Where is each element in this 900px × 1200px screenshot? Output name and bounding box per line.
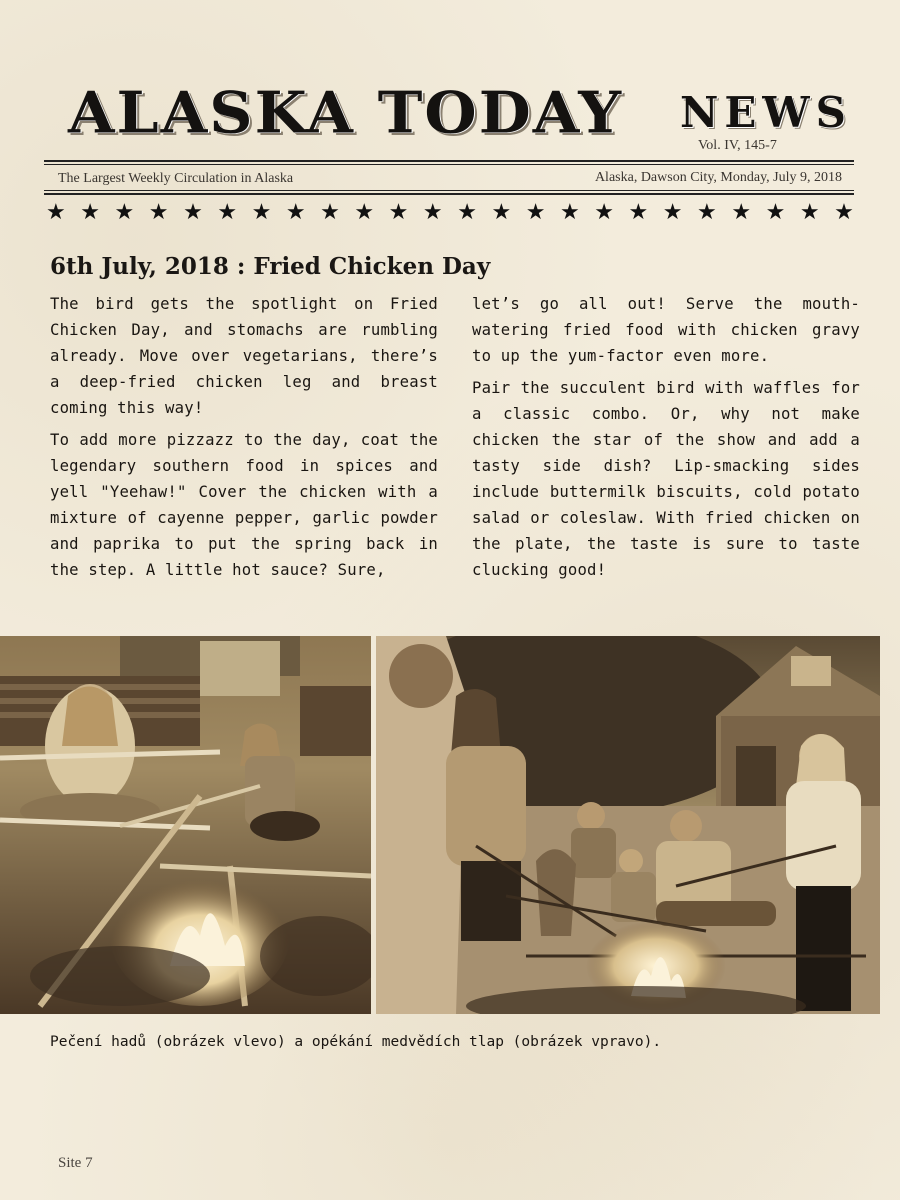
- campfire-photo-right: [376, 636, 880, 1014]
- article-column-left: [50, 291, 438, 589]
- paragraph: The bird gets the spotlight on Fried Chicken Day, and stomachs are rumbling already. Move over vegetarians, there’s a deep-fried chicken leg and breast coming this way!: [50, 295, 438, 417]
- star-icon: ★: [594, 200, 614, 225]
- star-icon: ★: [457, 200, 477, 225]
- group-campfire-photo-icon: [376, 636, 880, 1014]
- star-icon: ★: [491, 200, 512, 225]
- star-icon: ★: [388, 200, 409, 225]
- star-icon: ★: [697, 200, 717, 225]
- masthead-rule-bottom-thick: [44, 193, 854, 195]
- paragraph: To add more pizzazz to the day, coat the legendary southern food in spices and yell "Yeehaw!" Cover the chicken with a mixture of cayenne pepper, garlic powder and paprika to put the spring back in the step. A little hot sauce? Sure,: [50, 431, 438, 579]
- article-column-right: [472, 291, 860, 589]
- star-icon: ★: [114, 200, 135, 225]
- campfire-photo-icon: [0, 636, 371, 1014]
- star-icon: ★: [765, 200, 786, 225]
- campfire-photo-left: [0, 636, 371, 1014]
- volume-label: Vol. IV, 145-7: [698, 138, 777, 153]
- star-icon: ★: [559, 200, 580, 225]
- star-icon: ★: [251, 200, 272, 225]
- star-icon: ★: [320, 200, 340, 225]
- star-icon: ★: [148, 200, 169, 225]
- tagline: The Largest Weekly Circulation in Alaska: [58, 171, 294, 186]
- star-icon: ★: [285, 200, 306, 225]
- star-icon: ★: [80, 200, 100, 225]
- paragraph: let’s go all out! Serve the mouth-watering fried food with chicken gravy to up the yum-factor even more.: [472, 295, 860, 365]
- page-number: Site 7: [58, 1155, 93, 1171]
- star-icon: ★: [217, 200, 238, 225]
- masthead-news: NEWS: [680, 88, 852, 137]
- star-icon: ★: [834, 200, 854, 225]
- star-icon: ★: [354, 200, 375, 225]
- dateline: Alaska, Dawson City, Monday, July 9, 2018: [594, 170, 842, 185]
- star-icon: ★: [422, 200, 443, 225]
- masthead-rule-top: [44, 160, 854, 162]
- star-icon: ★: [46, 200, 66, 225]
- star-divider: [46, 201, 854, 225]
- star-icon: ★: [799, 200, 820, 225]
- masthead-rule-top-thin: [44, 164, 854, 165]
- article-headline: 6th July, 2018 : Fried Chicken Day: [50, 253, 491, 280]
- star-icon: ★: [525, 200, 546, 225]
- masthead-rule-bottom: [44, 190, 854, 191]
- star-icon: ★: [662, 200, 683, 225]
- photo-caption: Pečení hadů (obrázek vlevo) a opékání medvědích tlap (obrázek vpravo).: [50, 1034, 662, 1050]
- star-icon: ★: [731, 200, 752, 225]
- star-icon: ★: [628, 200, 649, 225]
- paragraph: Pair the succulent bird with waffles for a classic combo. Or, why not make chicken the star of the show and add a tasty side dish? Lip-smacking sides include buttermilk biscuits, cold potato salad or coleslaw. With fried chicken on the plate, the taste is sure to taste clucking good!: [472, 379, 860, 579]
- star-icon: ★: [183, 200, 203, 225]
- masthead-title: ALASKA TODAY: [68, 80, 624, 147]
